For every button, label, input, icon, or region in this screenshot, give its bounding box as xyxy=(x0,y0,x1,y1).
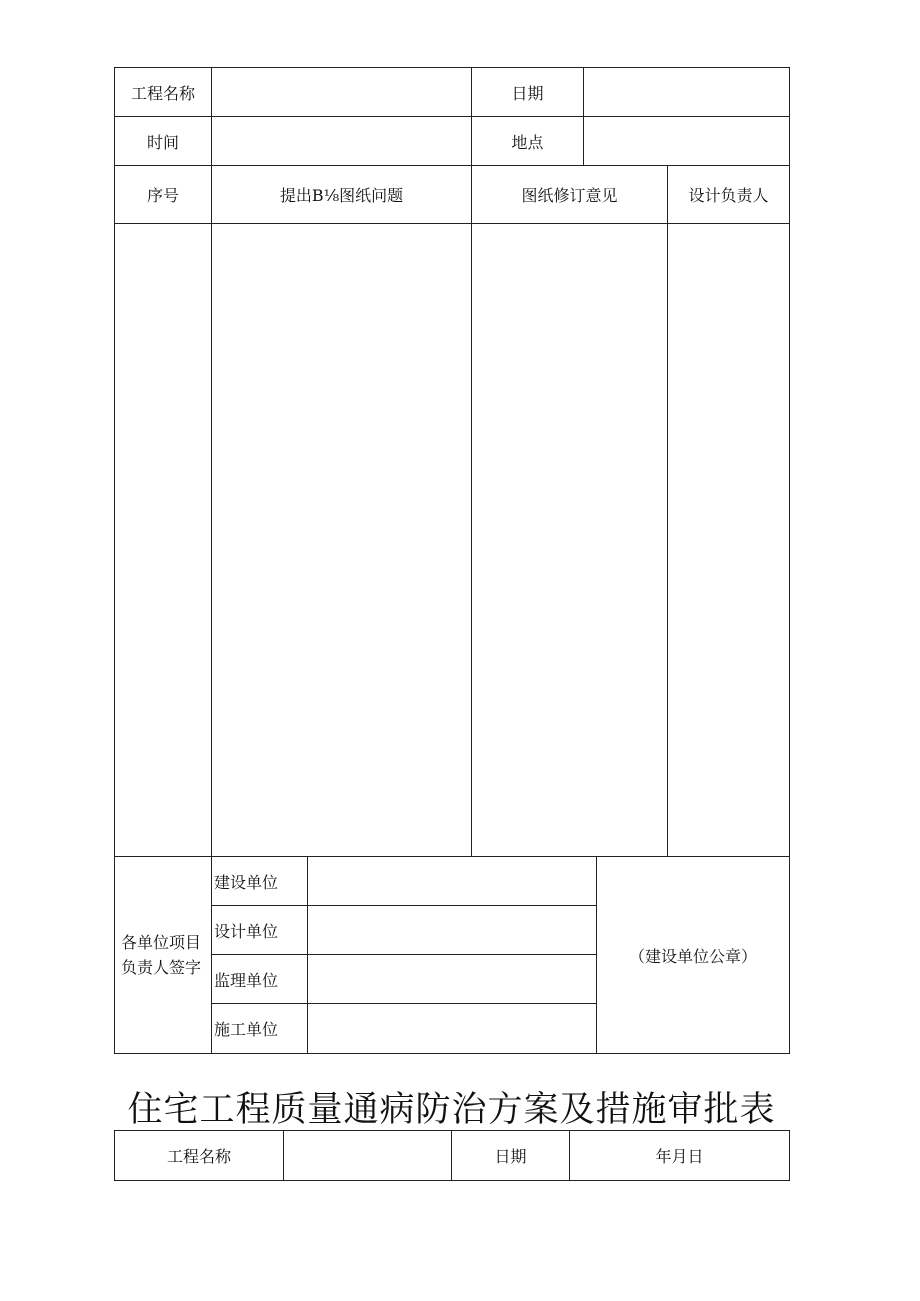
col-header-seq: 序号 xyxy=(115,166,212,224)
form2-date-label: 日期 xyxy=(452,1131,570,1181)
signature-group-label-line1: 各单位项目 xyxy=(121,933,202,952)
date-label: 日期 xyxy=(472,68,584,117)
form2-project-name-field[interactable] xyxy=(284,1131,452,1181)
unit-label-supervision: 监理单位 xyxy=(212,955,308,1004)
project-name-label: 工程名称 xyxy=(115,68,212,117)
unit-label-construction: 建设单位 xyxy=(212,857,308,906)
seal-label: （建设单位公章） xyxy=(597,857,790,1054)
approval-table xyxy=(114,1130,790,1181)
design-lead-cell[interactable] xyxy=(668,224,790,857)
project-name-field[interactable] xyxy=(212,68,472,117)
col-header-revision-opinion: 图纸修订意见 xyxy=(472,166,668,224)
signature-field-construction[interactable] xyxy=(308,857,597,906)
content-row xyxy=(115,224,790,857)
drawing-review-table xyxy=(114,67,790,857)
col-header-design-lead: 设计负责人 xyxy=(668,166,790,224)
form2-title: 住宅工程质量通病防治方案及措施审批表 xyxy=(127,1090,776,1130)
form2-project-name-label: 工程名称 xyxy=(115,1131,284,1181)
time-field[interactable] xyxy=(212,117,472,166)
location-label: 地点 xyxy=(472,117,584,166)
revision-opinion-cell[interactable] xyxy=(472,224,668,857)
project-row xyxy=(115,68,790,117)
col-header-drawing-issues: 提出B⅛图纸问题 xyxy=(212,166,472,224)
signature-table xyxy=(114,856,790,1054)
time-label: 时间 xyxy=(115,117,212,166)
form2-date-field[interactable]: 年月日 xyxy=(570,1131,790,1181)
location-field[interactable] xyxy=(584,117,790,166)
date-field[interactable] xyxy=(584,68,790,117)
seq-cell[interactable] xyxy=(115,224,212,857)
signature-field-design[interactable] xyxy=(308,906,597,955)
column-header-row xyxy=(115,166,790,224)
unit-label-design: 设计单位 xyxy=(212,906,308,955)
time-location-row xyxy=(115,117,790,166)
unit-label-contractor: 施工单位 xyxy=(212,1004,308,1054)
signature-field-contractor[interactable] xyxy=(308,1004,597,1054)
signature-group-label-line2: 负责人签字 xyxy=(121,958,202,977)
signature-group-label xyxy=(115,857,212,1054)
drawing-issues-cell[interactable] xyxy=(212,224,472,857)
signature-field-supervision[interactable] xyxy=(308,955,597,1004)
